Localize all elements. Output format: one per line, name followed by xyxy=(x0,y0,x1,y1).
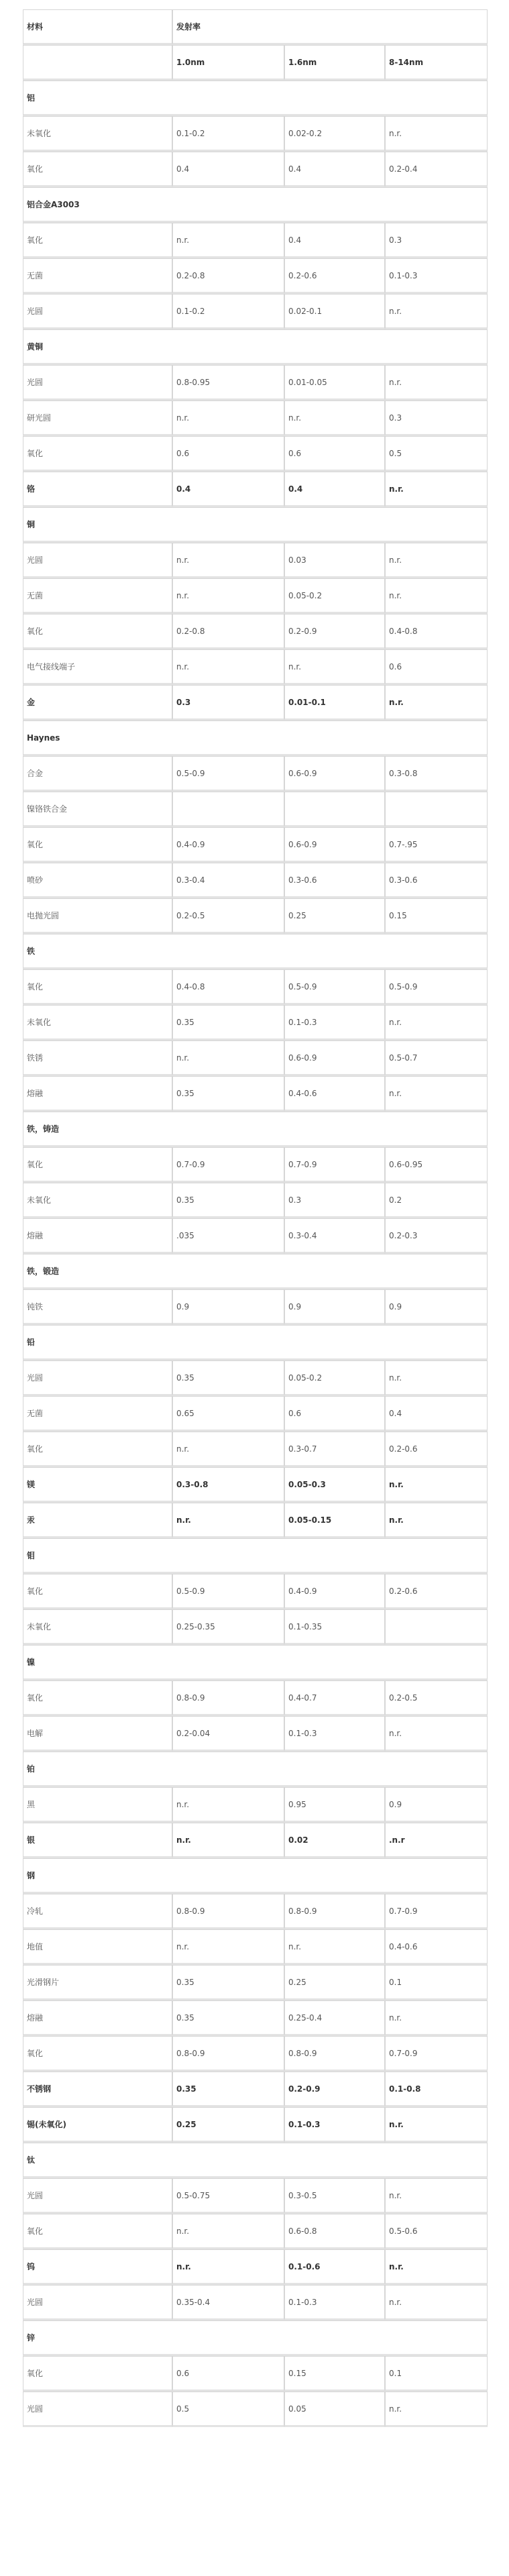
value-8-14nm-cell: 0.2-0.4 xyxy=(385,152,488,187)
table-row xyxy=(23,1823,488,1858)
value-8-14nm-cell xyxy=(385,1609,488,1645)
section-row xyxy=(23,1645,488,1680)
material-cell: 电气接线端子 xyxy=(23,649,172,685)
table-row xyxy=(23,1503,488,1538)
value-1-0nm-cell: 0.8-0.9 xyxy=(172,1894,284,1929)
value-1-6nm-cell: 0.3-0.7 xyxy=(284,1432,385,1467)
value-1-0nm-cell: 0.25 xyxy=(172,2107,284,2143)
section-label: 锌 xyxy=(23,2320,488,2356)
value-1-0nm-cell: 0.9 xyxy=(172,1289,284,1325)
value-1-0nm-cell: 0.8-0.9 xyxy=(172,2036,284,2072)
value-8-14nm-cell: 0.5 xyxy=(385,436,488,472)
material-cell: 无菌 xyxy=(23,258,172,294)
value-8-14nm-cell: n.r. xyxy=(385,578,488,614)
value-8-14nm-cell: 0.3 xyxy=(385,223,488,258)
material-cell: 黑 xyxy=(23,1787,172,1823)
table-row xyxy=(23,792,488,827)
value-8-14nm-cell: n.r. xyxy=(385,365,488,400)
value-1-0nm-cell: n.r. xyxy=(172,1432,284,1467)
section-label: 钢 xyxy=(23,1858,488,1894)
table-row xyxy=(23,1574,488,1609)
table-row xyxy=(23,2285,488,2320)
table-row xyxy=(23,1360,488,1396)
value-1-6nm-cell: 0.5-0.9 xyxy=(284,969,385,1005)
section-row xyxy=(23,1538,488,1574)
value-1-0nm-cell: n.r. xyxy=(172,649,284,685)
value-1-0nm-cell: 0.5 xyxy=(172,2392,284,2427)
value-8-14nm-cell: n.r. xyxy=(385,1076,488,1112)
material-cell: 光圆 xyxy=(23,294,172,329)
value-1-6nm-cell: 0.6-0.9 xyxy=(284,1040,385,1076)
section-label: 铂 xyxy=(23,1752,488,1787)
value-1-6nm-cell: 0.3-0.5 xyxy=(284,2178,385,2214)
table-row xyxy=(23,614,488,649)
material-cell: 氧化 xyxy=(23,1432,172,1467)
table-row xyxy=(23,1289,488,1325)
section-label: 镍 xyxy=(23,1645,488,1680)
value-8-14nm-cell: 0.2-0.5 xyxy=(385,1680,488,1716)
value-1-6nm-cell: 0.8-0.9 xyxy=(284,2036,385,2072)
value-1-0nm-cell: 0.4 xyxy=(172,152,284,187)
table-row xyxy=(23,2036,488,2072)
material-cell: 未氧化 xyxy=(23,1005,172,1040)
value-8-14nm-cell: 0.6-0.95 xyxy=(385,1147,488,1183)
value-8-14nm-cell: n.r. xyxy=(385,1503,488,1538)
value-1-6nm-cell: 0.6-0.9 xyxy=(284,756,385,792)
table-row xyxy=(23,2214,488,2249)
value-8-14nm-cell: 0.2-0.6 xyxy=(385,1432,488,1467)
value-1-0nm-cell: 0.2-0.8 xyxy=(172,614,284,649)
section-row xyxy=(23,934,488,969)
value-1-0nm-cell: 0.2-0.8 xyxy=(172,258,284,294)
material-cell: 银 xyxy=(23,1823,172,1858)
section-row xyxy=(23,1325,488,1360)
emissivity-table xyxy=(23,9,488,2427)
header-row-2 xyxy=(23,45,488,80)
value-1-6nm-cell: 0.2-0.9 xyxy=(284,614,385,649)
value-1-6nm-cell: 0.1-0.35 xyxy=(284,1609,385,1645)
table-row xyxy=(23,1432,488,1467)
value-1-6nm-cell: n.r. xyxy=(284,1929,385,1965)
material-cell: 合金 xyxy=(23,756,172,792)
value-1-0nm-cell: 0.2-0.5 xyxy=(172,898,284,934)
table-row xyxy=(23,472,488,507)
material-cell: 铁锈 xyxy=(23,1040,172,1076)
section-row xyxy=(23,187,488,223)
material-cell: 镁 xyxy=(23,1467,172,1503)
material-cell: 氧化 xyxy=(23,1147,172,1183)
material-cell: 电抛光圆 xyxy=(23,898,172,934)
header-wavelength-2: 1.6nm xyxy=(284,45,385,80)
value-1-0nm-cell: 0.6 xyxy=(172,436,284,472)
value-8-14nm-cell: 0.4-0.6 xyxy=(385,1929,488,1965)
section-row xyxy=(23,2143,488,2178)
value-8-14nm-cell: 0.5-0.6 xyxy=(385,2214,488,2249)
table-row xyxy=(23,863,488,898)
value-8-14nm-cell: 0.1-0.8 xyxy=(385,2072,488,2107)
value-1-0nm-cell: 0.5-0.9 xyxy=(172,756,284,792)
value-1-0nm-cell: 0.6 xyxy=(172,2356,284,2392)
value-1-6nm-cell: 0.6-0.8 xyxy=(284,2214,385,2249)
value-1-6nm-cell xyxy=(284,792,385,827)
material-cell: 氧化 xyxy=(23,827,172,863)
material-cell: 铬 xyxy=(23,472,172,507)
value-8-14nm-cell: 0.9 xyxy=(385,1289,488,1325)
value-1-0nm-cell: 0.35 xyxy=(172,1183,284,1218)
table-row xyxy=(23,1965,488,2000)
table-row xyxy=(23,258,488,294)
material-cell: 氧化 xyxy=(23,1680,172,1716)
value-8-14nm-cell: n.r. xyxy=(385,2249,488,2285)
value-8-14nm-cell: 0.3 xyxy=(385,400,488,436)
value-1-0nm-cell: 0.35 xyxy=(172,1076,284,1112)
material-cell: 熔融 xyxy=(23,1218,172,1254)
value-1-6nm-cell: 0.05-0.2 xyxy=(284,578,385,614)
value-1-0nm-cell: 0.7-0.9 xyxy=(172,1147,284,1183)
value-1-6nm-cell: n.r. xyxy=(284,649,385,685)
value-1-6nm-cell: 0.4-0.6 xyxy=(284,1076,385,1112)
section-label: Haynes xyxy=(23,720,488,756)
section-label: 黄铜 xyxy=(23,329,488,365)
value-8-14nm-cell: 0.15 xyxy=(385,898,488,934)
value-8-14nm-cell: 0.2-0.3 xyxy=(385,1218,488,1254)
section-row xyxy=(23,720,488,756)
table-row xyxy=(23,2000,488,2036)
material-cell: 无菌 xyxy=(23,1396,172,1432)
header-material: 材料 xyxy=(23,9,172,45)
table-row xyxy=(23,116,488,152)
value-8-14nm-cell: n.r. xyxy=(385,685,488,720)
section-label: 钼 xyxy=(23,1538,488,1574)
material-cell: 氧化 xyxy=(23,152,172,187)
header-emissivity: 发射率 xyxy=(172,9,488,45)
value-1-0nm-cell: 0.35-0.4 xyxy=(172,2285,284,2320)
value-1-6nm-cell: 0.02-0.2 xyxy=(284,116,385,152)
table-row xyxy=(23,543,488,578)
value-8-14nm-cell: 0.1 xyxy=(385,2356,488,2392)
table-row xyxy=(23,1929,488,1965)
value-1-0nm-cell: n.r. xyxy=(172,1823,284,1858)
value-1-6nm-cell: 0.2-0.9 xyxy=(284,2072,385,2107)
table-row xyxy=(23,1076,488,1112)
value-1-6nm-cell: 0.05-0.2 xyxy=(284,1360,385,1396)
value-1-6nm-cell: 0.7-0.9 xyxy=(284,1147,385,1183)
material-cell: 钨 xyxy=(23,2249,172,2285)
table-row xyxy=(23,1218,488,1254)
value-1-0nm-cell: 0.1-0.2 xyxy=(172,294,284,329)
value-1-0nm-cell: n.r. xyxy=(172,2214,284,2249)
value-1-0nm-cell: 0.35 xyxy=(172,2072,284,2107)
section-label: 钛 xyxy=(23,2143,488,2178)
table-row xyxy=(23,1396,488,1432)
section-row xyxy=(23,1858,488,1894)
material-cell: 钝铁 xyxy=(23,1289,172,1325)
table-row xyxy=(23,2249,488,2285)
value-1-0nm-cell: 0.5-0.75 xyxy=(172,2178,284,2214)
value-1-6nm-cell: 0.05 xyxy=(284,2392,385,2427)
value-8-14nm-cell: 0.3-0.6 xyxy=(385,863,488,898)
material-cell: 光圆 xyxy=(23,2285,172,2320)
material-cell: 无菌 xyxy=(23,578,172,614)
value-8-14nm-cell: 0.1-0.3 xyxy=(385,258,488,294)
value-1-6nm-cell: 0.1-0.3 xyxy=(284,2285,385,2320)
material-cell: 锡(未氧化) xyxy=(23,2107,172,2143)
value-1-0nm-cell: 0.4 xyxy=(172,472,284,507)
value-1-6nm-cell: 0.6 xyxy=(284,436,385,472)
material-cell: 光圆 xyxy=(23,2178,172,2214)
value-1-6nm-cell: 0.9 xyxy=(284,1289,385,1325)
material-cell: 金 xyxy=(23,685,172,720)
table-row xyxy=(23,1147,488,1183)
value-1-0nm-cell: 0.5-0.9 xyxy=(172,1574,284,1609)
value-8-14nm-cell: 0.6 xyxy=(385,649,488,685)
value-1-6nm-cell: n.r. xyxy=(284,400,385,436)
table-row xyxy=(23,969,488,1005)
material-cell: 熔融 xyxy=(23,1076,172,1112)
table-row xyxy=(23,294,488,329)
value-8-14nm-cell: 0.3-0.8 xyxy=(385,756,488,792)
value-1-6nm-cell: 0.02-0.1 xyxy=(284,294,385,329)
table-row xyxy=(23,1183,488,1218)
value-8-14nm-cell: n.r. xyxy=(385,2107,488,2143)
material-cell: 氧化 xyxy=(23,969,172,1005)
material-cell: 未氧化 xyxy=(23,1609,172,1645)
value-1-0nm-cell: n.r. xyxy=(172,1040,284,1076)
table-row xyxy=(23,649,488,685)
value-1-6nm-cell: 0.3-0.4 xyxy=(284,1218,385,1254)
section-row xyxy=(23,1112,488,1147)
value-1-6nm-cell: 0.4-0.7 xyxy=(284,1680,385,1716)
value-8-14nm-cell: 0.7-.95 xyxy=(385,827,488,863)
material-cell: 不锈钢 xyxy=(23,2072,172,2107)
table-row xyxy=(23,756,488,792)
value-1-6nm-cell: 0.15 xyxy=(284,2356,385,2392)
table-row xyxy=(23,827,488,863)
value-1-0nm-cell: 0.4-0.9 xyxy=(172,827,284,863)
material-cell: 氧化 xyxy=(23,1574,172,1609)
value-1-0nm-cell: n.r. xyxy=(172,543,284,578)
header-blank xyxy=(23,45,172,80)
table-row xyxy=(23,1040,488,1076)
emissivity-table-container xyxy=(23,9,488,2427)
value-1-6nm-cell: 0.8-0.9 xyxy=(284,1894,385,1929)
value-1-0nm-cell: n.r. xyxy=(172,223,284,258)
table-row xyxy=(23,1467,488,1503)
material-cell: 地值 xyxy=(23,1929,172,1965)
value-8-14nm-cell: n.r. xyxy=(385,294,488,329)
value-1-6nm-cell: 0.25 xyxy=(284,1965,385,2000)
value-8-14nm-cell: n.r. xyxy=(385,2285,488,2320)
material-cell: 熔融 xyxy=(23,2000,172,2036)
value-1-6nm-cell: 0.25-0.4 xyxy=(284,2000,385,2036)
value-1-6nm-cell: 0.3-0.6 xyxy=(284,863,385,898)
material-cell: 氧化 xyxy=(23,436,172,472)
table-row xyxy=(23,898,488,934)
value-8-14nm-cell xyxy=(385,792,488,827)
value-1-6nm-cell: 0.05-0.15 xyxy=(284,1503,385,1538)
value-1-6nm-cell: 0.4 xyxy=(284,223,385,258)
value-1-0nm-cell: n.r. xyxy=(172,1787,284,1823)
section-label: 铝 xyxy=(23,80,488,116)
material-cell: 光圆 xyxy=(23,1360,172,1396)
section-row xyxy=(23,2320,488,2356)
value-8-14nm-cell: 0.1 xyxy=(385,1965,488,2000)
value-8-14nm-cell: 0.9 xyxy=(385,1787,488,1823)
material-cell: 冷轧 xyxy=(23,1894,172,1929)
material-cell: 镍铬铁合金 xyxy=(23,792,172,827)
material-cell: 电解 xyxy=(23,1716,172,1752)
section-row xyxy=(23,1254,488,1289)
material-cell: 未氧化 xyxy=(23,1183,172,1218)
value-8-14nm-cell: 0.2 xyxy=(385,1183,488,1218)
material-cell: 喷砂 xyxy=(23,863,172,898)
section-label: 铜 xyxy=(23,507,488,543)
value-1-0nm-cell: n.r. xyxy=(172,400,284,436)
material-cell: 氧化 xyxy=(23,2036,172,2072)
value-8-14nm-cell: n.r. xyxy=(385,116,488,152)
value-1-0nm-cell: n.r. xyxy=(172,1503,284,1538)
section-label: 铁，铸造 xyxy=(23,1112,488,1147)
value-1-6nm-cell: 0.6-0.9 xyxy=(284,827,385,863)
section-row xyxy=(23,1752,488,1787)
table-row xyxy=(23,436,488,472)
table-row xyxy=(23,1680,488,1716)
section-row xyxy=(23,329,488,365)
value-1-0nm-cell: n.r. xyxy=(172,578,284,614)
value-1-0nm-cell: 0.35 xyxy=(172,1360,284,1396)
value-1-6nm-cell: 0.01-0.05 xyxy=(284,365,385,400)
value-1-0nm-cell: 0.8-0.9 xyxy=(172,1680,284,1716)
value-1-0nm-cell: 0.35 xyxy=(172,2000,284,2036)
section-label: 铅 xyxy=(23,1325,488,1360)
material-cell: 氧化 xyxy=(23,614,172,649)
table-row xyxy=(23,1787,488,1823)
value-1-6nm-cell: 0.4 xyxy=(284,472,385,507)
table-row xyxy=(23,152,488,187)
value-8-14nm-cell: n.r. xyxy=(385,2178,488,2214)
value-8-14nm-cell: n.r. xyxy=(385,1716,488,1752)
material-cell: 氧化 xyxy=(23,2356,172,2392)
header-row-1 xyxy=(23,9,488,45)
value-1-0nm-cell: 0.3-0.4 xyxy=(172,863,284,898)
value-1-6nm-cell: 0.1-0.6 xyxy=(284,2249,385,2285)
material-cell: 汞 xyxy=(23,1503,172,1538)
value-1-6nm-cell: 0.05-0.3 xyxy=(284,1467,385,1503)
header-wavelength-1: 1.0nm xyxy=(172,45,284,80)
table-row xyxy=(23,365,488,400)
value-1-0nm-cell: 0.8-0.95 xyxy=(172,365,284,400)
value-1-6nm-cell: 0.3 xyxy=(284,1183,385,1218)
table-row xyxy=(23,578,488,614)
table-row xyxy=(23,685,488,720)
value-1-6nm-cell: 0.02 xyxy=(284,1823,385,1858)
material-cell: 光圆 xyxy=(23,543,172,578)
value-1-6nm-cell: 0.2-0.6 xyxy=(284,258,385,294)
value-1-0nm-cell: .035 xyxy=(172,1218,284,1254)
value-1-6nm-cell: 0.4-0.9 xyxy=(284,1574,385,1609)
value-1-0nm-cell: n.r. xyxy=(172,1929,284,1965)
value-8-14nm-cell: 0.7-0.9 xyxy=(385,1894,488,1929)
table-row xyxy=(23,2392,488,2427)
value-8-14nm-cell: 0.5-0.7 xyxy=(385,1040,488,1076)
value-8-14nm-cell: n.r. xyxy=(385,472,488,507)
value-8-14nm-cell: 0.4-0.8 xyxy=(385,614,488,649)
value-8-14nm-cell: .n.r xyxy=(385,1823,488,1858)
value-1-6nm-cell: 0.01-0.1 xyxy=(284,685,385,720)
value-8-14nm-cell: 0.5-0.9 xyxy=(385,969,488,1005)
value-1-0nm-cell: 0.1-0.2 xyxy=(172,116,284,152)
value-8-14nm-cell: n.r. xyxy=(385,2000,488,2036)
section-label: 铝合金A3003 xyxy=(23,187,488,223)
table-row xyxy=(23,223,488,258)
value-1-6nm-cell: 0.1-0.3 xyxy=(284,1005,385,1040)
material-cell: 光滑钢片 xyxy=(23,1965,172,2000)
value-1-6nm-cell: 0.1-0.3 xyxy=(284,2107,385,2143)
header-wavelength-3: 8-14nm xyxy=(385,45,488,80)
table-row xyxy=(23,400,488,436)
value-1-0nm-cell: 0.4-0.8 xyxy=(172,969,284,1005)
table-row xyxy=(23,2072,488,2107)
table-row xyxy=(23,2356,488,2392)
table-row xyxy=(23,1609,488,1645)
value-1-0nm-cell: 0.35 xyxy=(172,1005,284,1040)
value-1-0nm-cell: 0.25-0.35 xyxy=(172,1609,284,1645)
value-8-14nm-cell: n.r. xyxy=(385,1467,488,1503)
table-row xyxy=(23,1894,488,1929)
value-8-14nm-cell: 0.7-0.9 xyxy=(385,2036,488,2072)
value-8-14nm-cell: 0.2-0.6 xyxy=(385,1574,488,1609)
table-row xyxy=(23,2107,488,2143)
value-1-0nm-cell: 0.65 xyxy=(172,1396,284,1432)
value-1-0nm-cell: n.r. xyxy=(172,2249,284,2285)
value-1-6nm-cell: 0.25 xyxy=(284,898,385,934)
value-1-6nm-cell: 0.4 xyxy=(284,152,385,187)
value-8-14nm-cell: 0.4 xyxy=(385,1396,488,1432)
material-cell: 未氧化 xyxy=(23,116,172,152)
value-1-6nm-cell: 0.1-0.3 xyxy=(284,1716,385,1752)
material-cell: 光圆 xyxy=(23,365,172,400)
material-cell: 光圆 xyxy=(23,2392,172,2427)
section-label: 铁 xyxy=(23,934,488,969)
value-1-0nm-cell: 0.3-0.8 xyxy=(172,1467,284,1503)
value-8-14nm-cell: n.r. xyxy=(385,543,488,578)
value-8-14nm-cell: n.r. xyxy=(385,1360,488,1396)
value-1-0nm-cell: 0.2-0.04 xyxy=(172,1716,284,1752)
material-cell: 氧化 xyxy=(23,223,172,258)
value-1-0nm-cell: 0.35 xyxy=(172,1965,284,2000)
section-row xyxy=(23,507,488,543)
table-row xyxy=(23,1005,488,1040)
value-1-6nm-cell: 0.95 xyxy=(284,1787,385,1823)
value-8-14nm-cell: n.r. xyxy=(385,2392,488,2427)
material-cell: 氧化 xyxy=(23,2214,172,2249)
table-row xyxy=(23,1716,488,1752)
section-label: 铁，锻造 xyxy=(23,1254,488,1289)
value-1-6nm-cell: 0.03 xyxy=(284,543,385,578)
value-8-14nm-cell: n.r. xyxy=(385,1005,488,1040)
value-1-0nm-cell xyxy=(172,792,284,827)
value-1-6nm-cell: 0.6 xyxy=(284,1396,385,1432)
material-cell: 研光圆 xyxy=(23,400,172,436)
value-1-0nm-cell: 0.3 xyxy=(172,685,284,720)
table-row xyxy=(23,2178,488,2214)
section-row xyxy=(23,80,488,116)
